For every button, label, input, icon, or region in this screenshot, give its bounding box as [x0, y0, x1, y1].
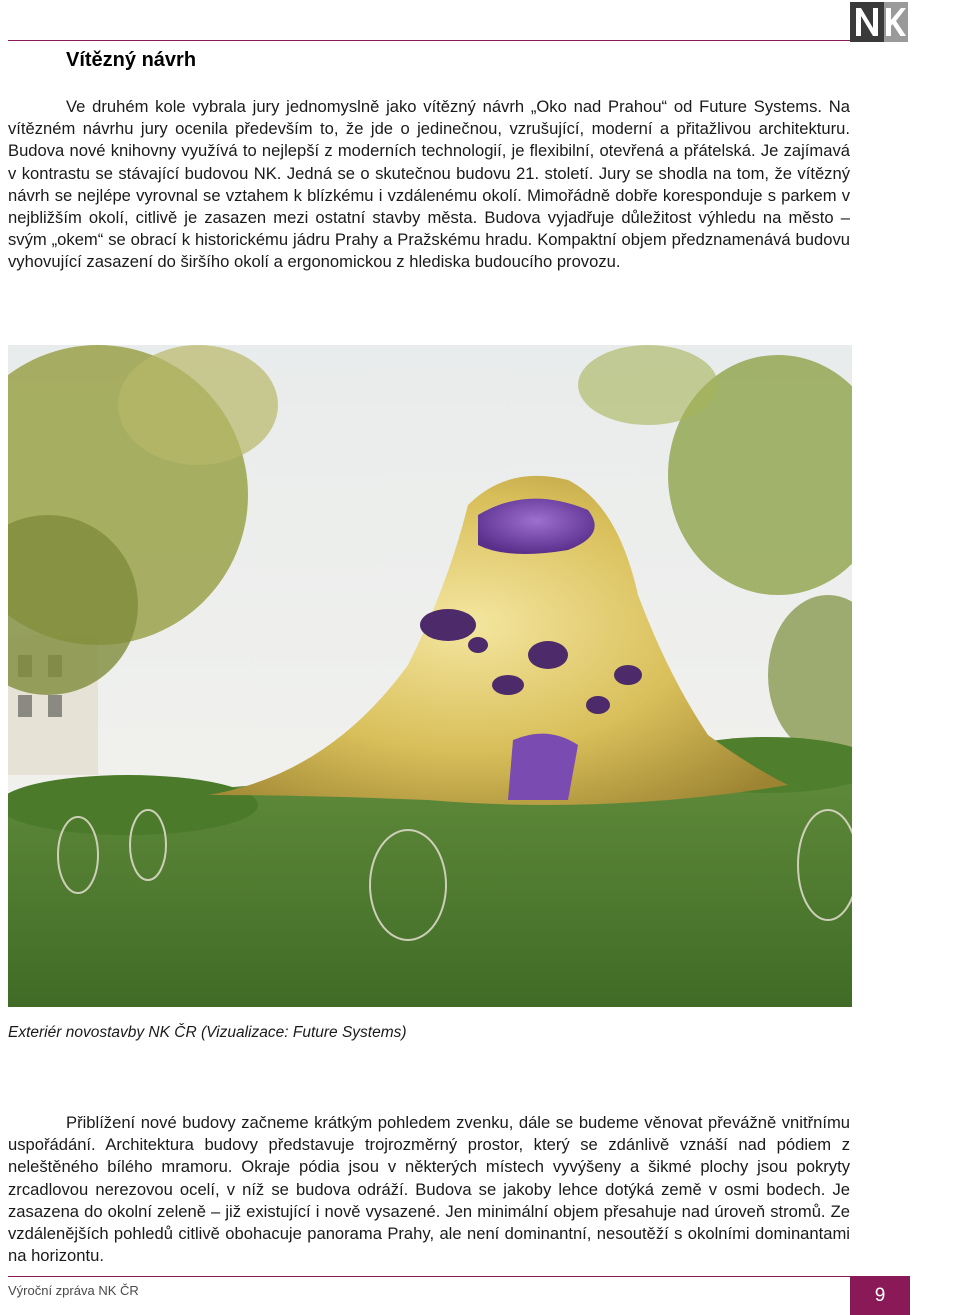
nk-logo — [850, 2, 908, 42]
body-paragraph: Přiblížení nové budovy začneme krátkým pohledem zvenku, dále se budeme věnovat převážně vnitřnímu uspořádání. Architektura budovy představuje trojrozměrný prostor, který se zdánlivě vznáší nad pódiem z neleštěného bílého mramoru. Okraje pódia jsou v některých místech vyvýšeny a šikmé plochy jsou pokryty zrcadlovou nerezovou ocelí, v níž se budova odráží. Budova se jakoby lehce dotýká země v osmi bodech. Je zasazena do okolní zeleně – již existující i nově vysazené. Jen minimální objem přesahuje nad úroveň stromů. Ze vzdálenějších pohledů citlivě obohacuje panorama Prahy, ale není dominantní, nesoutěží s okolními dominantami na horizontu. — [8, 1113, 850, 1266]
image-caption: Exteriér novostavby NK ČR (Vizualizace: Future Systems) — [8, 1024, 407, 1041]
footer-rule — [8, 1276, 850, 1277]
intro-paragraph: Ve druhém kole vybrala jury jednomyslně jako vítězný návrh „Oko nad Prahou“ od Future Systems. Na vítězném návrhu jury ocenila především to, že jde o jedinečnou, vzrušující, moderní a přitažlivou architekturu. Budova nové knihovny využívá to nejlepší z moderních technologií, je flexibilní, otevřená a přátelská. Je zajímavá v kontrastu se stávající budovou NK. Jedná se o skutečnou budovu 21. století. Jury se shodla na tom, že vítězný návrh se nejlépe vyrovnal se vztahem k blízkému i vzdálenému okolí. Mimořádně dobře koresponduje s parkem v nejbližším okolí, citlivě je zasazen mezi ostatní stavby města. Budova vyjadřuje důležitost výhledu na město – svým „okem“ se obrací k historickému jádru Prahy a Pražskému hradu. Kompaktní objem předznamenává budovu vyhovující zasazení do širšího okolí a ergonomickou z hlediska budoucího provozu. — [8, 97, 850, 272]
building-visualization-image — [8, 345, 852, 1007]
section-heading: Vítězný návrh — [66, 49, 197, 71]
footer-report-title: Výroční zpráva NK ČR — [8, 1283, 139, 1298]
page-number-badge — [850, 1276, 910, 1315]
page-number: 9 — [874, 1285, 886, 1306]
header-rule — [8, 40, 850, 41]
